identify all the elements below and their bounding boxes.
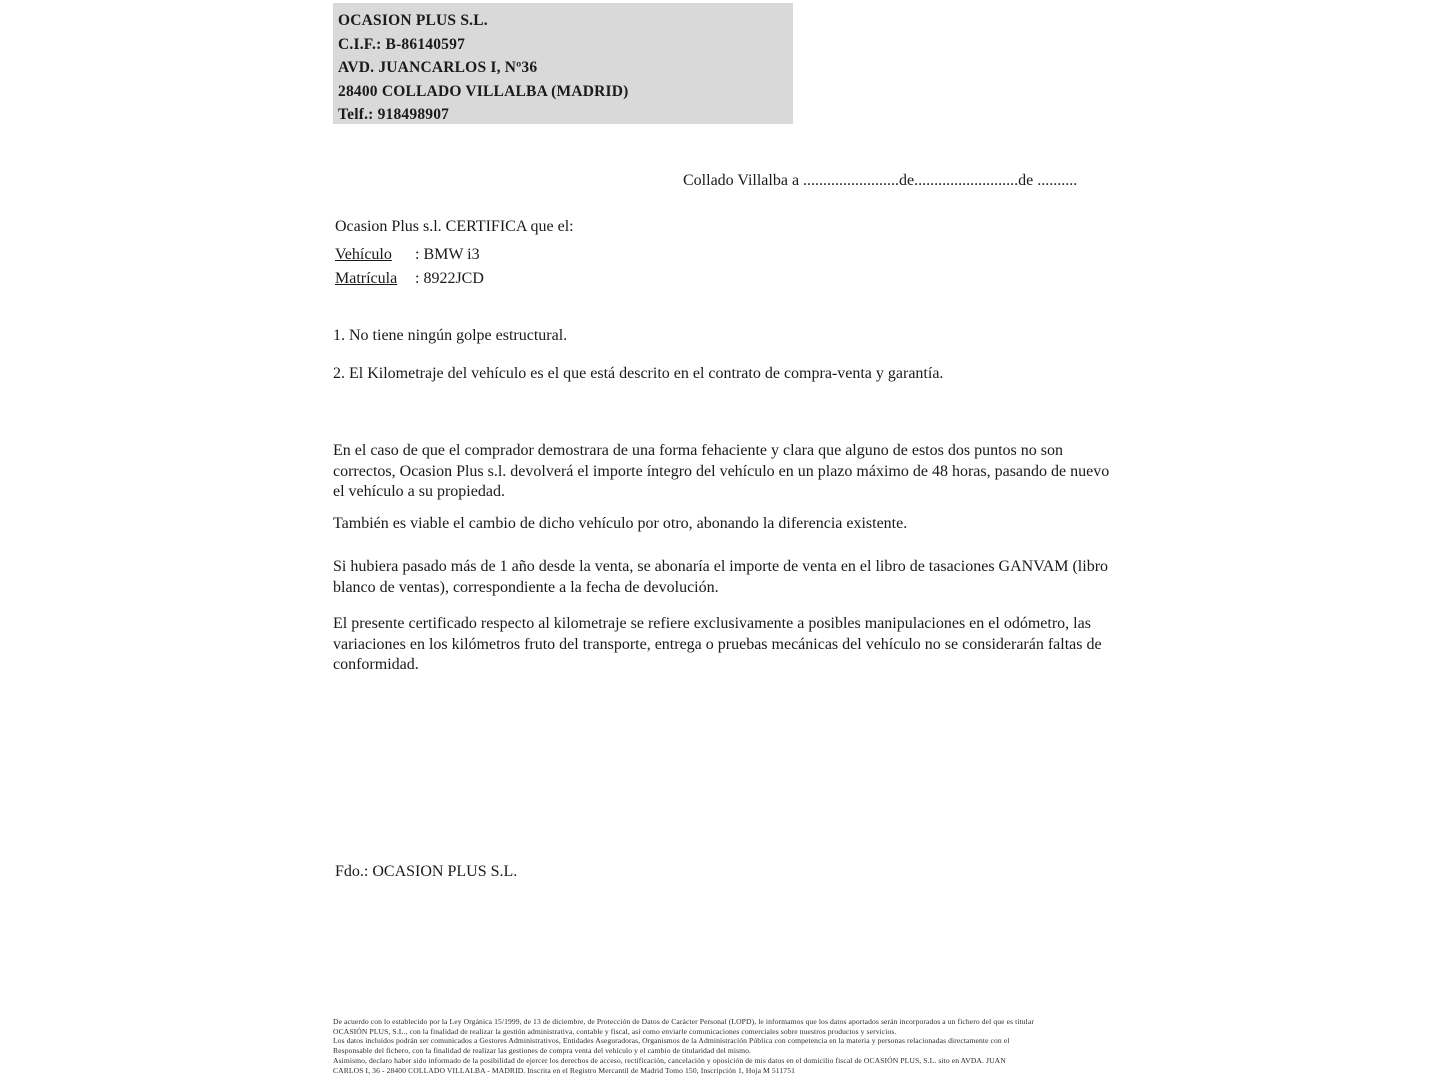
company-phone: Telf.: 918498907: [338, 106, 450, 123]
legal-line: OCASIÓN PLUS, S.L., con la finalidad de realizar la gestión administrativa, contable y fiscal, así como enviarle comunicaciones comerciales sobre nuestros productos y servicios.: [333, 1026, 897, 1036]
plate-value: : 8922JCD: [415, 269, 484, 287]
date-line: Collado Villalba a ........................de..........................de ..........: [683, 172, 1078, 189]
signature-line: Fdo.: OCASION PLUS S.L.: [335, 863, 518, 880]
certification-intro: Ocasion Plus s.l. CERTIFICA que el:: [335, 218, 574, 235]
paragraph-ganvam: Si hubiera pasado más de 1 año desde la venta, se abonaría el importe de venta en el libro de tasaciones GANVAM (libro blanco de ventas), correspondiente a la fecha de devolución.: [333, 558, 1109, 596]
legal-line: CARLOS I, 36 - 28400 COLLADO VILLALBA - MADRID. Inscrita en el Registro Mercantil de Madrid Tomo 150, Inscripción 1, Hoja M 511751: [333, 1065, 795, 1075]
company-name: OCASION PLUS S.L.: [338, 12, 488, 29]
paragraph-exchange: También es viable el cambio de dicho vehículo por otro, abonando la diferencia existente.: [333, 515, 908, 532]
legal-line: Los datos incluidos podrán ser comunicados a Gestores Administrativos, Entidades Aseguradoras, Organismos de la Administración Pública con competencia en la materia y personas relacionadas directamente con el: [333, 1036, 1010, 1046]
plate-label: Matrícula: [335, 269, 398, 287]
legal-line: Responsable del fichero, con la finalidad de realizar las gestiones de compra venta del vehículo y el cambio de titularidad del mismo.: [333, 1046, 752, 1056]
paragraph-odometer: El presente certificado respecto al kilometraje se refiere exclusivamente a posibles manipulaciones en el odómetro, las variaciones en los kilómetros fruto del transporte, entrega o pruebas mecánicas del vehículo no se considerarán faltas de conformidad.: [333, 615, 1102, 673]
legal-fine-print: [333, 1017, 1123, 1075]
paragraph-refund: En el caso de que el comprador demostrara de una forma fehaciente y clara que alguno de estos dos puntos no son correctos, Ocasion Plus s.l. devolverá el importe íntegro del vehículo en un plazo máximo de 48 horas, pasando de nuevo el vehículo a su propiedad.: [333, 442, 1110, 500]
plate-row: [335, 267, 574, 291]
vehicle-value: : BMW i3: [415, 246, 480, 263]
company-header-box: [333, 3, 793, 124]
vehicle-row: [335, 243, 574, 267]
legal-line: De acuerdo con lo establecido por la Ley Orgánica 15/1999, de 13 de diciembre, de Protección de Datos de Carácter Personal (LOPD), le informamos que los datos aportados serán incorporados a un fichero del que es titular: [333, 1017, 1034, 1026]
clause-1: 1. No tiene ningún golpe estructural.: [333, 327, 568, 344]
company-address: AVD. JUANCARLOS I, Nº36: [338, 59, 538, 76]
company-cif: C.I.F.: B-86140597: [338, 35, 466, 53]
certification-block: [335, 218, 574, 290]
company-city: 28400 COLLADO VILLALBA (MADRID): [338, 82, 629, 100]
legal-line: Asimismo, declaro haber sido informado de la posibilidad de ejercer los derechos de acceso, rectificación, cancelación y oposición de mis datos en el domicilio fiscal de OCASIÓN PLUS, S.L. sito en AVDA. JUAN: [333, 1055, 1006, 1065]
vehicle-label: Vehículo: [335, 246, 392, 263]
clause-2: 2. El Kilometraje del vehículo es el que está descrito en el contrato de compra-venta y garantía.: [333, 365, 944, 382]
